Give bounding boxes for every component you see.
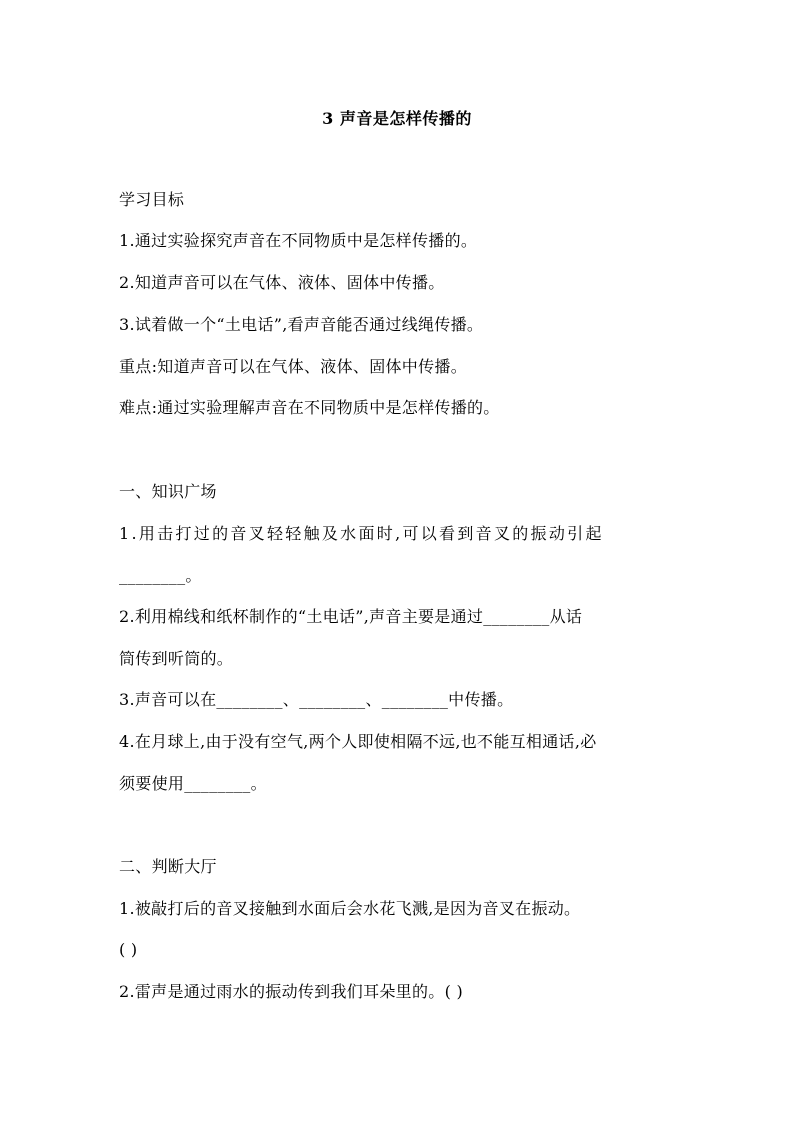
goal-item-2: 2.知道声音可以在气体、液体、固体中传播。 bbox=[119, 273, 445, 292]
section1-q1-line1: 1.用击打过的音叉轻轻触及水面时,可以看到音叉的振动引起 bbox=[119, 524, 604, 543]
page-title: 3 声音是怎样传播的 bbox=[322, 109, 472, 128]
goal-item-1: 1.通过实验探究声音在不同物质中是怎样传播的。 bbox=[119, 231, 478, 250]
section2-q2: 2.雷声是通过雨水的振动传到我们耳朵里的。( ) bbox=[119, 982, 464, 1001]
difficult-point: 难点:通过实验理解声音在不同物质中是怎样传播的。 bbox=[119, 398, 500, 417]
section2-q1-line2: ( ) bbox=[119, 940, 138, 959]
section1-q4-line2: 须要使用________。 bbox=[119, 774, 267, 793]
section2-q1-line1: 1.被敲打后的音叉接触到水面后会水花飞溅,是因为音叉在振动。 bbox=[119, 899, 581, 918]
section1-q2-line2: 筒传到听筒的。 bbox=[119, 649, 234, 668]
goal-item-3: 3.试着做一个“土电话”,看声音能否通过线绳传播。 bbox=[119, 315, 484, 334]
section1-heading: 一、知识广场 bbox=[119, 482, 217, 501]
section1-q1-line2: ________。 bbox=[119, 566, 202, 585]
section1-q4-line1: 4.在月球上,由于没有空气,两个人即使相隔不远,也不能互相通话,必 bbox=[119, 732, 597, 751]
section1-q2-line1: 2.利用棉线和纸杯制作的“土电话”,声音主要是通过________从话 bbox=[119, 607, 583, 626]
goals-heading: 学习目标 bbox=[119, 190, 185, 209]
key-point: 重点:知道声音可以在气体、液体、固体中传播。 bbox=[119, 357, 467, 376]
section1-q3: 3.声音可以在________、________、________中传播。 bbox=[119, 690, 514, 709]
section2-heading: 二、判断大厅 bbox=[119, 857, 217, 876]
